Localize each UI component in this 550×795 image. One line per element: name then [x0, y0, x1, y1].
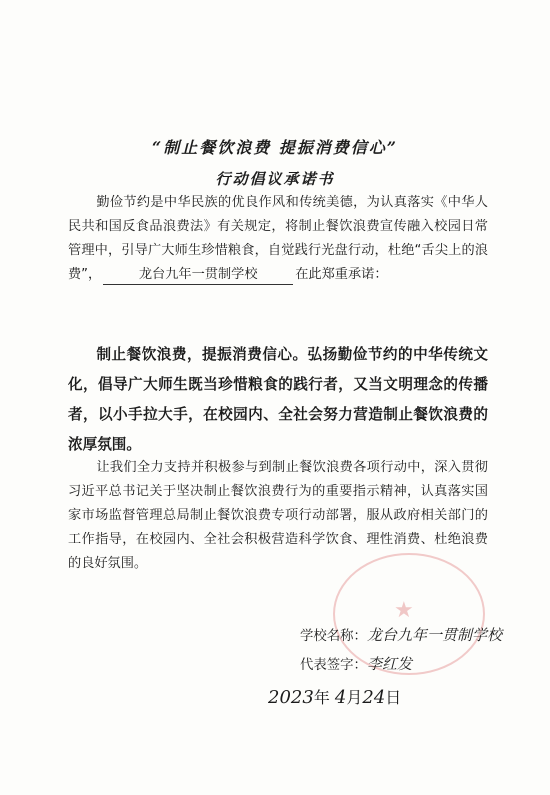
- school-handwritten: 龙台九年一贯制学校: [366, 626, 502, 644]
- call-to-action-text: 让我们全力支持并积极参与到制止餐饮浪费各项行动中，深入贯彻习近平总书记关于坚决制止餐饮浪费行为的重要指示精神，认真落实国家市场监督管理总局制止餐饮浪费专项行动部署，服从政府相关部门的工作指导，在校园内、全社会积极营造科学饮食、理性消费、杜绝浪费的良好氛围。: [68, 460, 488, 571]
- school-label: 学校名称：: [300, 629, 367, 644]
- date-day: 24: [362, 687, 386, 708]
- seal-star-icon: ★: [394, 598, 414, 623]
- school-name-underlined: 龙台九年一贯制学校: [103, 266, 293, 285]
- paragraph-intro: [68, 191, 488, 287]
- document-subtitle: 行动倡议承诺书: [215, 170, 335, 188]
- date-day-unit: 日: [385, 688, 402, 707]
- date-month-unit: 月: [346, 688, 363, 707]
- commitment-text: 制止餐饮浪费，提振消费信心。弘扬勤俭节约的中华传统文化，倡导广大师生既当珍惜粮食的践行者，又当文明理念的传播者，以小手拉大手，在校园内、全社会努力营造制止餐饮浪费的浓厚氛围。: [68, 346, 488, 453]
- signature-school-line: [300, 624, 502, 645]
- document-date: [268, 685, 401, 708]
- representative-label: 代表签字：: [300, 658, 367, 673]
- date-month: 4: [334, 687, 347, 708]
- intro-closing: 在此郑重承诺：: [295, 267, 388, 282]
- document-title: “制止餐饮浪费 提振消费信心”: [152, 138, 398, 157]
- representative-signature: 李红发: [366, 655, 412, 673]
- date-year-unit: 年: [313, 688, 330, 707]
- intro-text: 勤俭节约是中华民族的优良作风和传统美德，为认真落实《中华人民共和国反食品浪费法》有关规定，将制止餐饮浪费宣传融入校园日常管理中，引导广大师生珍惜粮食，自觉践行光盘行动，杜绝“舌尖上的浪费”，: [68, 195, 488, 282]
- date-year: 2023: [268, 687, 314, 708]
- signature-representative-line: [300, 653, 412, 674]
- paragraph-commitment: [68, 340, 488, 460]
